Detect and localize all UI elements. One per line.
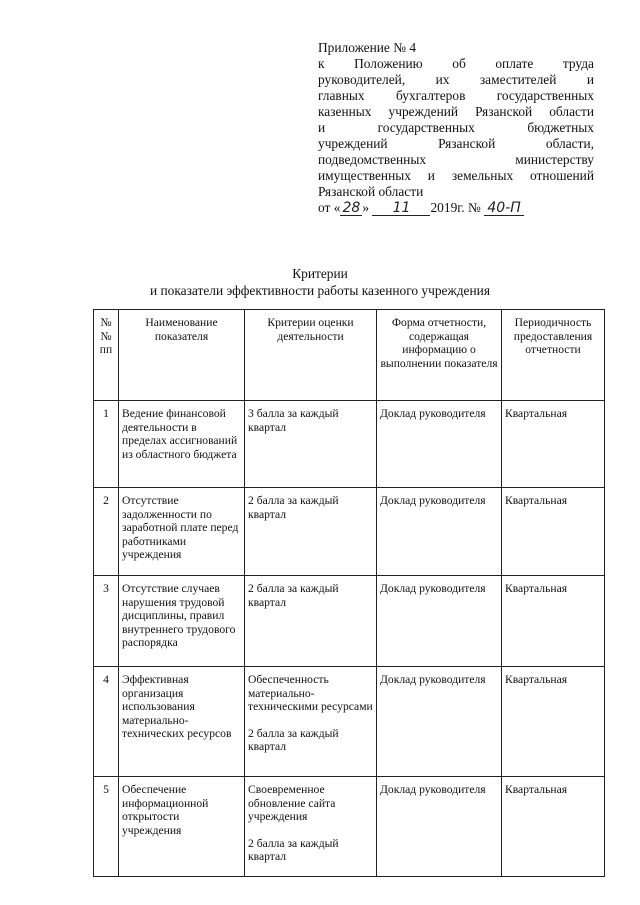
header-name: Наименование показателя [119,310,245,401]
table-header-row [94,310,605,401]
row-form: Доклад руководителя [377,777,502,877]
row-name: Отсутствие случаев нарушения трудовой дисциплины, правил внутреннего трудового распорядка [119,576,245,667]
appendix-title: Приложение № 4 [318,40,417,55]
row-num: 4 [94,667,119,777]
appendix-line: казенных учреждений Рязанской области [318,104,594,119]
row-criteria [245,576,377,667]
table-row [94,576,605,667]
date-month: 11 [372,201,430,216]
criteria-text: Обеспеченность материально-техническими ресурсами [248,673,373,713]
row-num: 3 [94,576,119,667]
criteria-score: 2 балла за каждый квартал [248,726,339,753]
table-row [94,777,605,877]
row-form: Доклад руководителя [377,667,502,777]
criteria-score: 2 балла за каждый квартал [248,836,339,863]
page-subtitle: и показатели эффективности работы казенного учреждения [149,283,490,298]
appendix-line: подведомственных министерству [318,152,594,167]
row-num: 2 [94,488,119,576]
date-prefix: от « [318,200,341,215]
appendix-line: и государственных бюджетных [318,120,594,135]
table-row [94,667,605,777]
page-title: Критерии [292,266,348,281]
header-form: Форма отчетности, содержащая информацию о выполнении показателя [377,310,502,401]
appendix-line: Рязанской области [318,184,424,199]
appendix-date [318,200,594,216]
criteria-text: Своевременное обновление сайта учреждения [248,783,336,823]
row-name: Ведение финансовой деятельности в пределах ассигнований из областного бюджета [119,401,245,488]
appendix-line: главных бухгалтеров государственных [318,88,594,103]
appendix-line: имущественных и земельных отношений [318,168,594,183]
row-period: Квартальная [502,488,605,576]
date-year: 2019г. № [430,200,481,215]
row-criteria [245,777,377,877]
row-form: Доклад руководителя [377,401,502,488]
date-day: 28 [340,201,362,216]
appendix-block [318,40,594,216]
row-num: 5 [94,777,119,877]
header-period: Периодичность предоставления отчетности [502,310,605,401]
row-criteria [245,488,377,576]
row-name: Обеспечение информационной открытости учреждения [119,777,245,877]
row-period: Квартальная [502,576,605,667]
header-num: № № пп [94,310,119,401]
appendix-line: к Положению об оплате труда [318,56,594,71]
appendix-line: учреждений Рязанской области, [318,136,594,151]
row-form: Доклад руководителя [377,576,502,667]
document-number: 40-П [484,201,524,216]
header-criteria: Критерии оценки деятельности [245,310,377,401]
row-period: Квартальная [502,777,605,877]
table-row [94,401,605,488]
row-period: Квартальная [502,401,605,488]
row-name: Эффективная организация использования материально-технических ресурсов [119,667,245,777]
criteria-score: 3 балла за каждый квартал [248,407,339,434]
row-name: Отсутствие задолженности по заработной плате перед работниками учреждения [119,488,245,576]
date-mid: » [362,200,370,215]
row-criteria [245,667,377,777]
appendix-line: руководителей, их заместителей и [318,72,594,87]
table-row [94,488,605,576]
criteria-score: 2 балла за каждый квартал [248,582,339,609]
row-form: Доклад руководителя [377,488,502,576]
row-num: 1 [94,401,119,488]
criteria-table [93,309,605,877]
row-period: Квартальная [502,667,605,777]
row-criteria [245,401,377,488]
criteria-score: 2 балла за каждый квартал [248,494,339,521]
